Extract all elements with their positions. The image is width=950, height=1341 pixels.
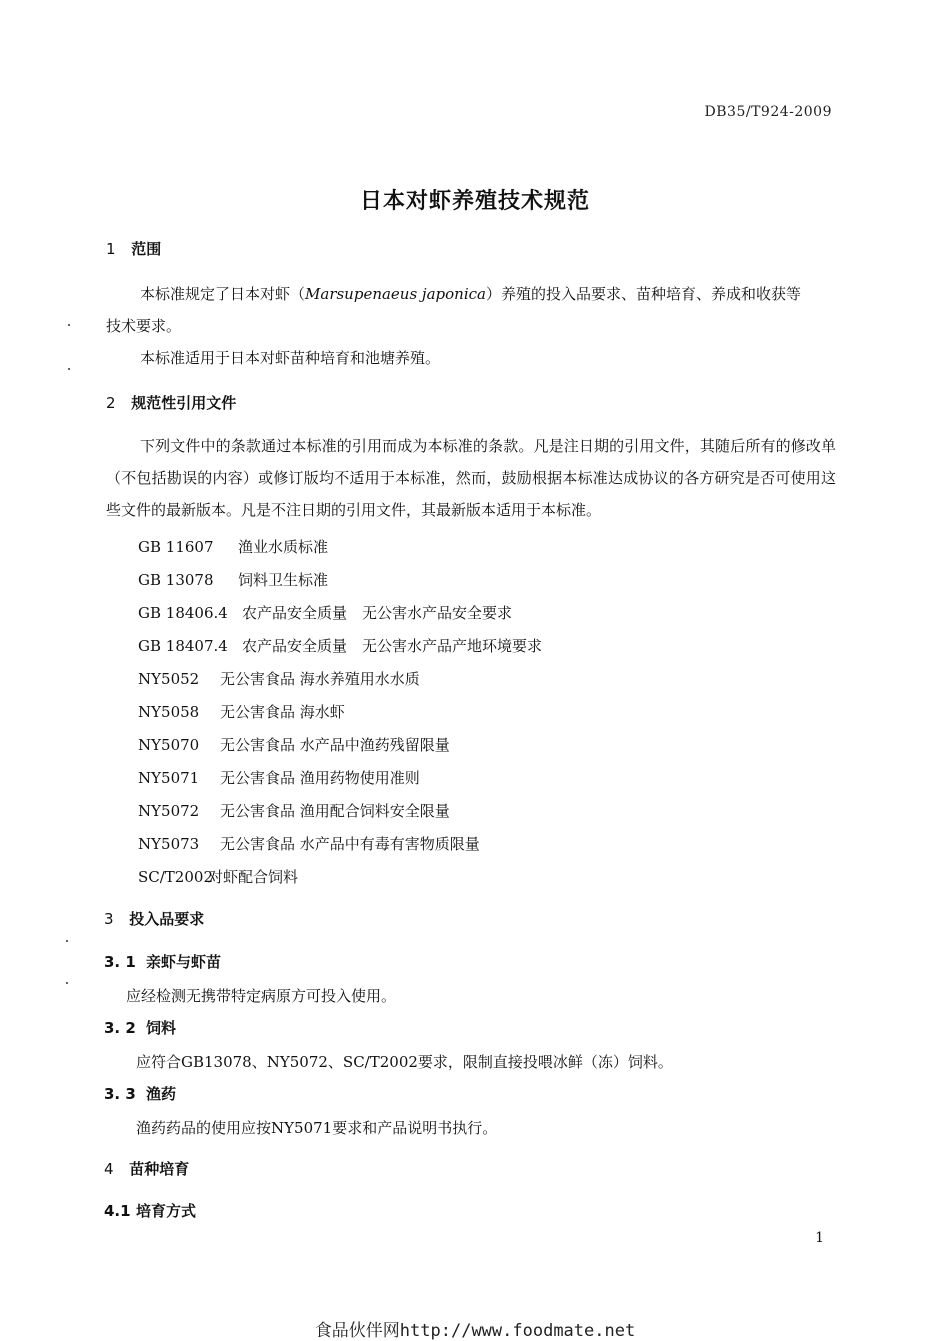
subsection-3-1-heading: [104, 951, 221, 972]
subsection-3-1-text: 应经检测无携带特定病原方可投入使用。: [126, 987, 397, 1005]
reference-code: SC/T2002: [138, 868, 213, 886]
document-title: 日本对虾养殖技术规范: [359, 189, 590, 214]
standard-code: DB35/T924-2009: [704, 104, 832, 120]
reference-code: NY5072: [138, 802, 200, 820]
reference-item: [138, 866, 298, 887]
scan-speck: [68, 324, 70, 326]
reference-code: GB 13078: [138, 571, 214, 589]
section-4-heading: [104, 1158, 189, 1179]
subsection-title: 亲虾与虾苗: [146, 953, 222, 971]
section-number: 4: [104, 1160, 114, 1178]
subsection-3-2-text: 应符合GB13078、NY5072、SC/T2002要求，限制直接投喂冰鲜（冻）饲料。: [136, 1053, 673, 1071]
reference-code: GB 18407.4: [138, 637, 228, 655]
reference-name: 无公害食品 水产品中有毒有害物质限量: [220, 835, 480, 853]
subsection-title: 培育方式: [136, 1202, 197, 1220]
subsection-3-3-heading: [104, 1083, 176, 1104]
text-fragment: ）养殖的投入品要求、苗种培育、养成和收获等: [485, 285, 801, 303]
page-number: 1: [815, 1230, 824, 1246]
reference-code: GB 18406.4: [138, 604, 228, 622]
reference-code: NY5073: [138, 835, 200, 853]
scope-paragraph-1-cont: 技术要求。: [106, 317, 182, 335]
section-title: 规范性引用文件: [131, 394, 237, 412]
subsection-3-3-text: 渔药药品的使用应按NY5071要求和产品说明书执行。: [136, 1119, 498, 1137]
reference-name: 无公害食品 水产品中渔药残留限量: [220, 736, 450, 754]
reference-code: NY5058: [138, 703, 200, 721]
reference-code: NY5052: [138, 670, 200, 688]
reference-item: [138, 668, 420, 689]
subsection-number: 3. 2: [104, 1019, 136, 1037]
subsection-title: 渔药: [146, 1085, 177, 1103]
footer-watermark: 食品伙伴网http://www.foodmate.net: [314, 1321, 636, 1341]
section-1-heading: [106, 238, 161, 259]
reference-name: 无公害食品 海水养殖用水水质: [220, 670, 420, 688]
subsection-3-2-heading: [104, 1017, 176, 1038]
text-fragment: 本标准规定了日本对虾（: [140, 285, 306, 303]
references-intro: 下列文件中的条款通过本标准的引用而成为本标准的条款。凡是注日期的引用文件，其随后所有的修改单（不包括勘误的内容）或修订版均不适用于本标准，然而，鼓励根据本标准达成协议的各方研究是否可使用这些文件的最新版本。凡是不注日期的引用文件，其最新版本适用于本标准。: [106, 437, 836, 519]
subsection-number: 4.1: [104, 1202, 131, 1220]
latin-species-name: Marsupenaeus japonica: [305, 285, 486, 303]
reference-name: 渔业水质标准: [238, 538, 329, 556]
section-title: 苗种培育: [129, 1160, 190, 1178]
subsection-number: 3. 1: [104, 953, 136, 971]
section-3-heading: [104, 908, 204, 929]
reference-item: [138, 536, 328, 557]
reference-item: [138, 734, 450, 755]
reference-code: NY5070: [138, 736, 200, 754]
section-number: 3: [104, 910, 114, 928]
reference-name: 对虾配合饲料: [208, 868, 299, 886]
subsection-number: 3. 3: [104, 1085, 136, 1103]
reference-item: [138, 569, 328, 590]
scan-speck: [66, 982, 68, 984]
reference-code: GB 11607: [138, 538, 214, 556]
reference-name: 无公害食品 渔用配合饲料安全限量: [220, 802, 450, 820]
section-title: 范围: [131, 240, 162, 258]
reference-item: [138, 635, 542, 656]
scan-speck: [68, 368, 70, 370]
scan-speck: [66, 940, 68, 942]
subsection-title: 饲料: [146, 1019, 177, 1037]
reference-code: NY5071: [138, 769, 200, 787]
reference-name: 无公害食品 渔用药物使用准则: [220, 769, 420, 787]
section-title: 投入品要求: [129, 910, 205, 928]
reference-item: [138, 767, 420, 788]
reference-name: 无公害食品 海水虾: [220, 703, 345, 721]
reference-name: 农产品安全质量 无公害水产品安全要求: [242, 604, 513, 622]
subsection-4-1-heading: [104, 1200, 196, 1221]
reference-item: [138, 602, 512, 623]
section-number: 2: [106, 394, 116, 412]
reference-item: [138, 833, 480, 854]
reference-item: [138, 800, 450, 821]
scope-paragraph-1: [140, 278, 801, 310]
reference-name: 饲料卫生标准: [238, 571, 329, 589]
scope-paragraph-2: 本标准适用于日本对虾苗种培育和池塘养殖。: [140, 349, 441, 367]
reference-name: 农产品安全质量 无公害水产品产地环境要求: [242, 637, 543, 655]
section-number: 1: [106, 240, 116, 258]
section-2-heading: [106, 392, 236, 413]
reference-item: [138, 701, 345, 722]
